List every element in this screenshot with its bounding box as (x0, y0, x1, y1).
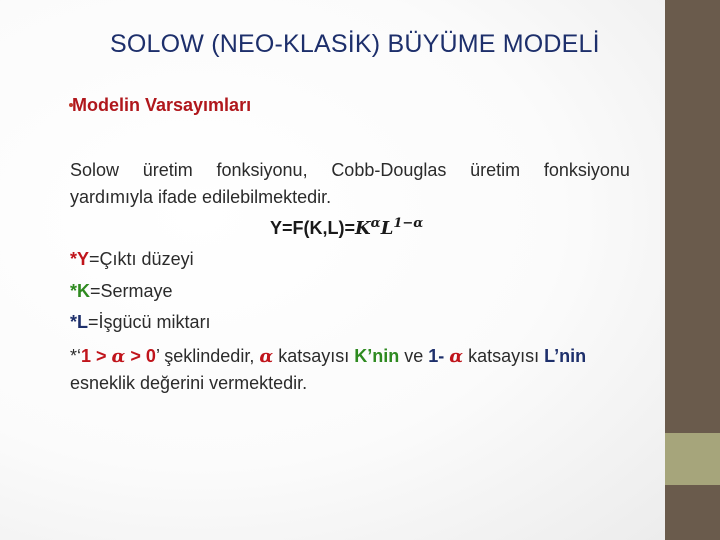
note-text: katsayısı (463, 346, 545, 366)
formula-capital: K (355, 218, 371, 239)
definition-text: =Çıktı düzeyi (89, 249, 194, 269)
note-text: ve (399, 346, 429, 366)
word: fonksiyonu (543, 160, 630, 180)
note-text: katsayısı (273, 346, 355, 366)
formula-alpha-exponent: α (370, 216, 381, 231)
definition-text: =İşgücü miktarı (88, 312, 211, 332)
one-minus: 1- (428, 346, 445, 366)
definition-mark: * (70, 249, 78, 269)
word: fonksiyonu, (216, 160, 308, 180)
decorative-sidebar (665, 0, 720, 540)
note-open: *‘ (70, 346, 82, 366)
definition-k (70, 281, 173, 302)
definition-mark: * (70, 312, 78, 332)
condition-left: 1 > (81, 346, 112, 366)
intro-line-1 (70, 157, 630, 184)
definition-l (70, 312, 211, 333)
word: üretim (470, 160, 521, 180)
word: üretim (142, 160, 193, 180)
section-heading: Modelin Varsayımları (72, 95, 252, 115)
word: Cobb-Douglas (331, 160, 447, 180)
formula-labor-exponent: 1−α (393, 216, 424, 231)
alpha-symbol: α (449, 346, 464, 367)
definition-mark: * (70, 281, 78, 301)
formula-prefix: Y=F(K,L)= (270, 218, 356, 238)
elasticity-note (70, 343, 630, 397)
definition-symbol: Y (77, 249, 90, 269)
formula-labor: L (380, 218, 394, 239)
note-text: ’ şeklindedir, (155, 346, 260, 366)
definition-symbol: K (77, 281, 91, 301)
production-function-formula (270, 216, 423, 239)
alpha-symbol: α (111, 346, 126, 367)
note-line-1 (70, 343, 630, 370)
definition-text: =Sermaye (90, 281, 173, 301)
note-line-2: esneklik değerini vermektedir. (70, 373, 308, 393)
intro-line-2: yardımıyla ifade edilebilmektedir. (70, 187, 332, 207)
alpha-symbol: α (259, 346, 274, 367)
slide-title: SOLOW (NEO-KLASİK) BÜYÜME MODELİ (110, 30, 600, 58)
labor-term: L’nin (544, 346, 587, 366)
sidebar-block-top (665, 0, 720, 433)
sidebar-block-bottom (665, 485, 720, 540)
sidebar-block-accent (665, 433, 720, 485)
capital-term: K’nin (354, 346, 400, 366)
definition-symbol: L (77, 312, 89, 332)
word: Solow (70, 160, 120, 180)
intro-paragraph (70, 157, 630, 211)
definition-y (70, 249, 194, 270)
condition-right: > 0 (125, 346, 156, 366)
